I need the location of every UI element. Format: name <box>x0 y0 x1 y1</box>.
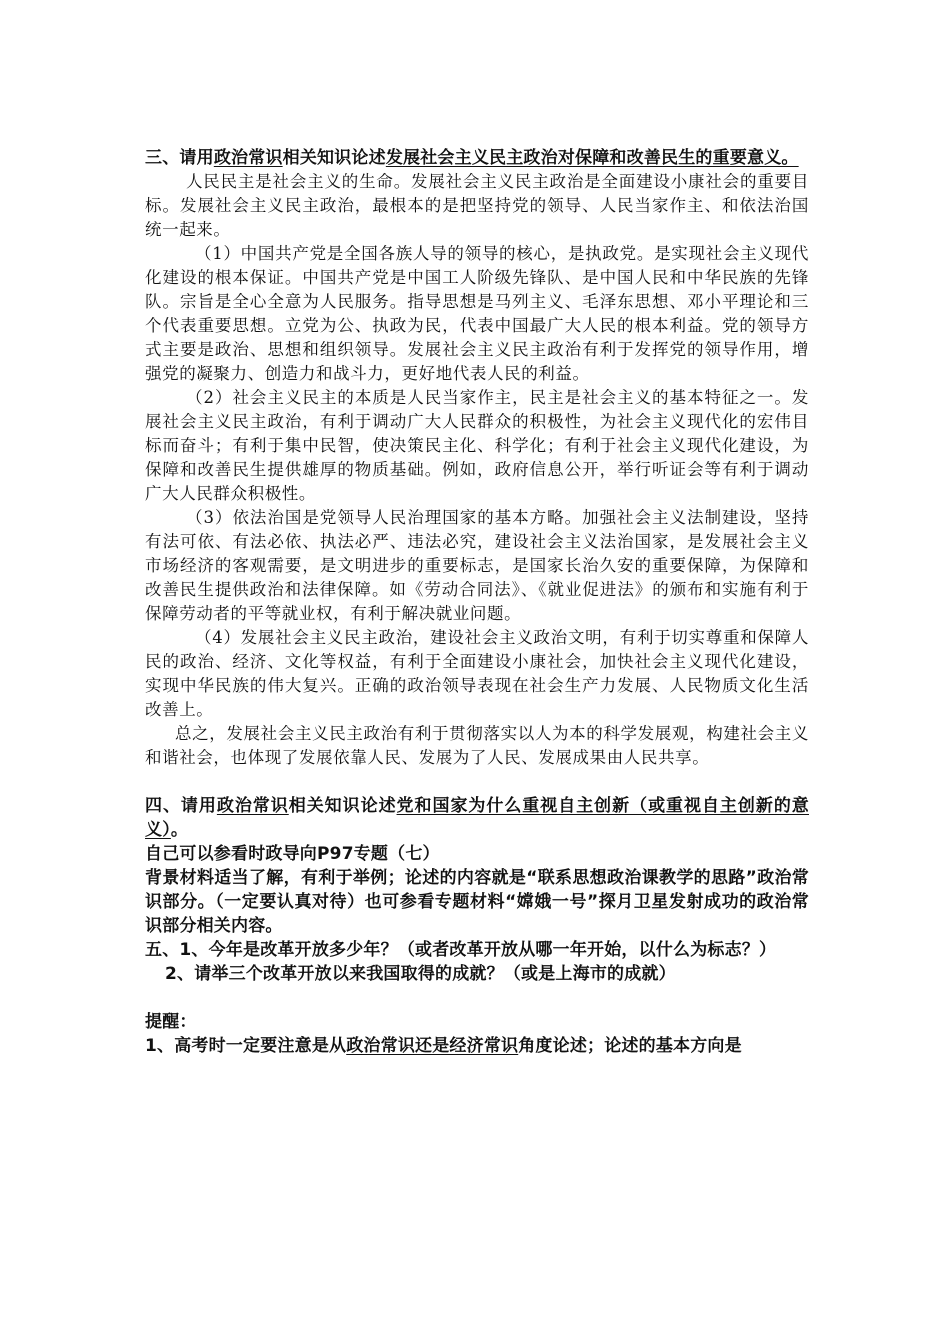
heading-text: 三、请用 <box>145 148 214 168</box>
section-3-point-3: （3）依法治国是党领导人民治理国家的基本方略。加强社会主义法制建设，坚持有法可依、有法必依、执法必严、违法必究，建设社会主义法治国家，是发展社会主义市场经济的客观需要，是文明进步的重要标志，是国家长治久安的重要保障，为保障和改善民生提供政治和法律保障。如《劳动合同法》、《就业促进法》的颁布和实施有利于保障劳动者的平等就业权，有利于解决就业问题。 <box>145 508 809 623</box>
heading-underlined-text: 发展社会主义民主政治对保障和改善民生的重要意义。 <box>385 148 799 168</box>
spacer <box>145 770 809 794</box>
section-4-reference-line: 自己可以参看时政导向P97专题（七） <box>145 844 440 864</box>
heading-underlined-text: 政治常识 <box>216 796 289 816</box>
section-3-point-4: （4）发展社会主义民主政治，建设社会主义政治文明，有利于切实尊重和保障人民的政治、经济、文化等权益，有利于全面建设小康社会，加快社会主义现代化建设，实现中华民族的伟大复兴。正确的政治领导表现在社会生产力发展、人民物质文化生活改善上。 <box>145 628 809 719</box>
section-5-question-1: 五、1、今年是改革开放多少年？（或者改革开放从哪一年开始，以什么为标志？） <box>145 940 777 960</box>
section-4-notes: 背景材料适当了解，有利于举例；论述的内容就是“联系思想政治课教学的思路”政治常识部分。（一定要认真对待）也可参看专题材料“嫦娥一号”探月卫星发射成功的政治常识部分相关内容。 <box>145 868 809 936</box>
reminder-item-1 <box>145 1034 809 1058</box>
heading-underlined-text: 政治常识 <box>213 148 283 168</box>
reminder-text: 1、高考时一定要注意是从 <box>145 1036 347 1056</box>
section-3-point-2: （2）社会主义民主的本质是人民当家作主，民主是社会主义的基本特征之一。发展社会主义民主政治，有利于调动广大人民群众的积极性，为社会主义现代化的宏伟目标而奋斗；有利于集中民智，使决策民主化、科学化；有利于社会主义现代化建设，为保障和改善民生提供雄厚的物质基础。例如，政府信息公开，举行听证会等有利于调动广大人民群众积极性。 <box>145 388 809 503</box>
reminder-underlined-text: 政治常识还是经济常识 <box>346 1036 519 1056</box>
section-3-summary: 总之，发展社会主义民主政治有利于贯彻落实以人为本的科学发展观，构建社会主义和谐社会，也体现了发展依靠人民、发展为了人民、发展成果由人民共享。 <box>145 724 809 767</box>
spacer <box>145 986 809 1010</box>
reminder-title: 提醒： <box>145 1012 197 1032</box>
reminder-text: 角度论述；论述的基本方向是 <box>518 1036 742 1056</box>
heading-text: 四、请用 <box>145 796 217 816</box>
heading-text: 相关知识论述 <box>282 148 386 168</box>
section-3-intro-paragraph: 人民民主是社会主义的生命。发展社会主义民主政治是全面建设小康社会的重要目标。发展社会主义民主政治，最根本的是把坚持党的领导、人民当家作主、和依法治国统一起来。 <box>145 172 809 239</box>
section-3-point-1: （1）中国共产党是全国各族人导的领导的核心，是执政党。是实现社会主义现代化建设的根本保证。中国共产党是中国工人阶级先锋队、是中国人民和中华民族的先锋队。宗旨是全心全意为人民服务。指导思想是马列主义、毛泽东思想、邓小平理论和三个代表重要思想。立党为公、执政为民，代表中国最广大人民的根本利益。党的领导方式主要是政治、思想和组织领导。发展社会主义民主政治有利于发挥党的领导作用，增强党的凝聚力、创造力和战斗力，更好地代表人民的利益。 <box>145 244 809 383</box>
section-5-question-2: 2、请举三个改革开放以来我国取得的成就？（或是上海市的成就） <box>165 964 676 984</box>
heading-text: 相关知识论述 <box>288 796 397 816</box>
document-page <box>145 146 809 1058</box>
heading-text: 。 <box>170 820 189 840</box>
section-3-heading <box>145 146 809 170</box>
section-5-question-2-row <box>145 962 809 986</box>
section-4-heading <box>145 794 809 842</box>
heading-underlined-text: 党和国家为什么重视自主创新（或重视自主创新的意义） <box>145 796 809 840</box>
